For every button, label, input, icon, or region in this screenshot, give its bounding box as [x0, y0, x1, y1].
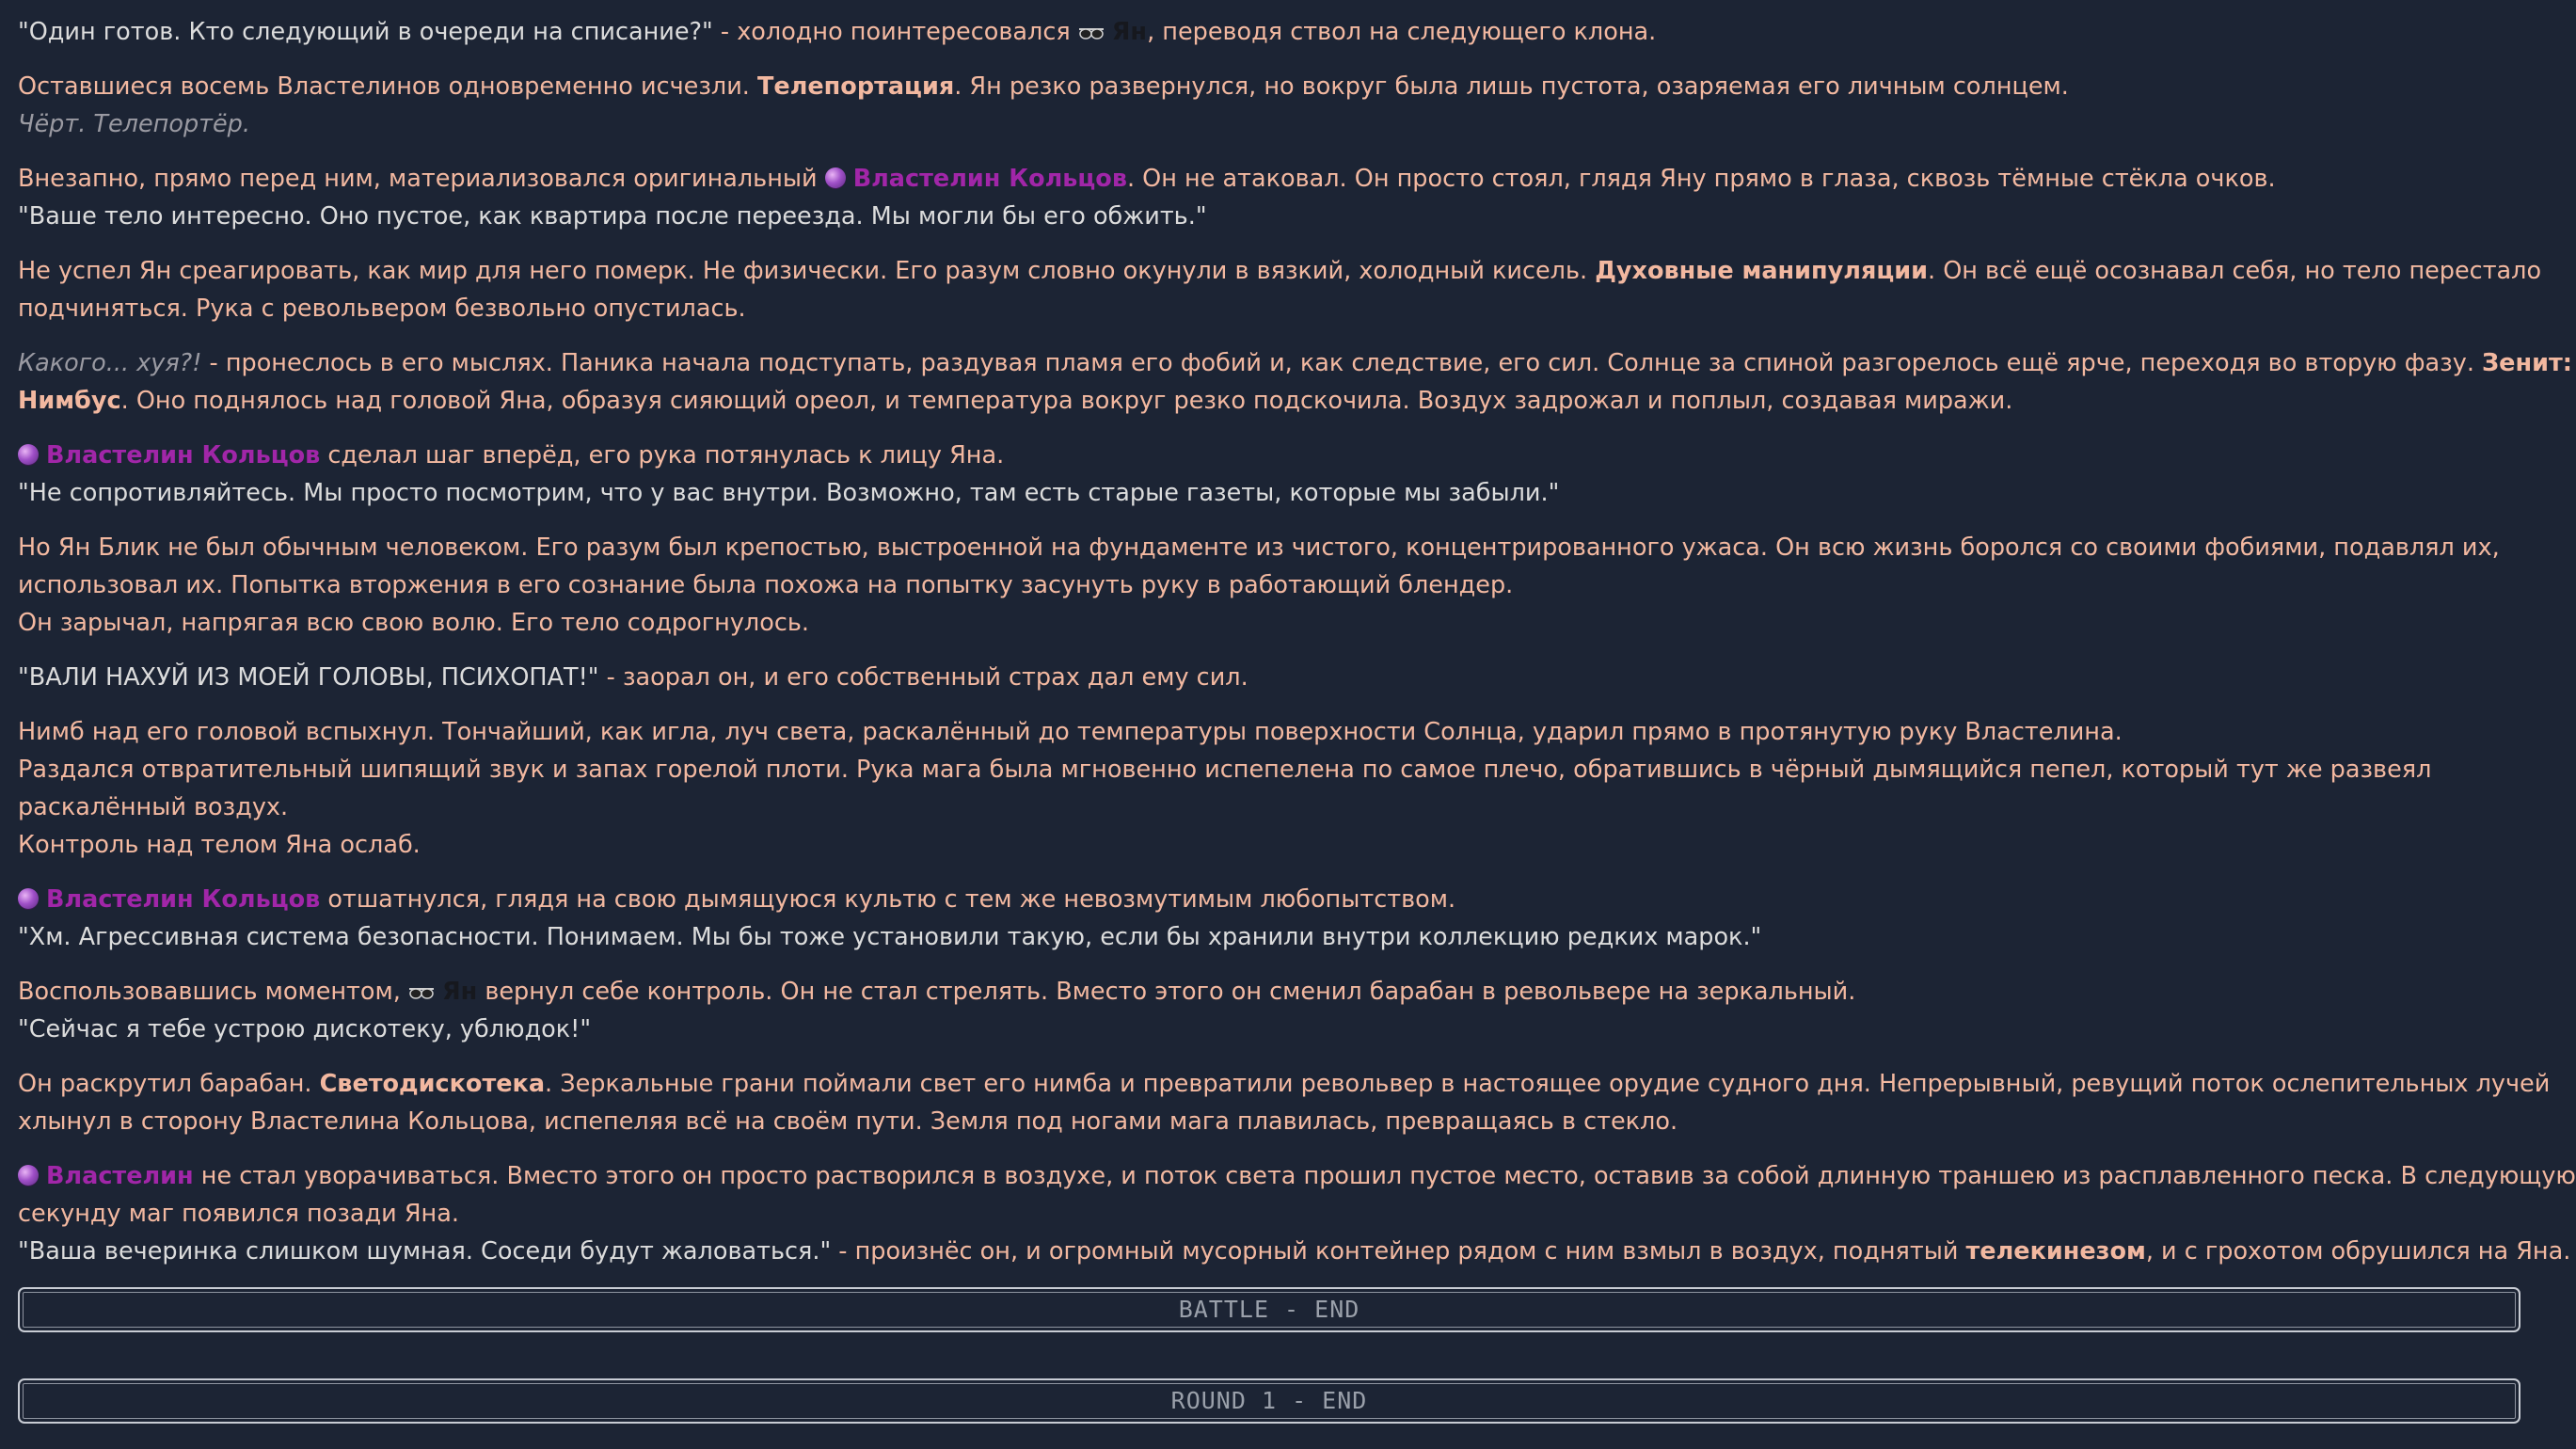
yan-name[interactable]: Ян [441, 978, 478, 1006]
narration-text: - произнёс он, и огромный мусорный контейнер рядом с ним взмыл в воздух, поднятый [831, 1237, 1966, 1266]
narration-text: хлынул в сторону Властелина Кольцова, испепеляя всё на своём пути. Земля под ногами мага плавилась, превращаясь в стекло. [18, 1107, 1678, 1136]
crystal-ball-icon [18, 888, 39, 909]
narration-text: . Зеркальные грани поймали свет его нимба и превратили револьвер в настоящее орудие судного дня. Непрерывный, ревущий поток ослепительных лучей [545, 1070, 2551, 1098]
narration-text: . Ян резко развернулся, но вокруг была лишь пустота, озаряемая его личным солнцем. [954, 72, 2069, 101]
paragraph [18, 1065, 2551, 1140]
paragraph [18, 437, 2525, 512]
crystal-ball-icon [18, 444, 39, 465]
sunglasses-icon [1078, 24, 1105, 41]
narration-text: Нимб над его головой вспыхнул. Тончайший, как игла, луч света, раскалённый до температуры поверхности Солнца, ударил прямо в протянутую руку Властелина. [18, 718, 2123, 746]
paragraph [18, 68, 2525, 143]
narration-text: вернул себе контроль. Он не стал стрелять. Вместо этого он сменил барабан в револьвере на зеркальный. [477, 978, 1856, 1006]
paragraph [18, 659, 2525, 696]
narration-text: Но Ян Блик не был обычным человеком. Его разум был крепостью, выстроенной на фундаменте из чистого, концентрированного ужаса. Он всю жизнь боролся со своими фобиями, подавлял их, [18, 533, 2500, 562]
dialogue-text: "Хм. Агрессивная система безопасности. Понимаем. Мы бы тоже установили такую, если бы хранили внутри коллекцию редких марок." [18, 923, 1762, 951]
lord-name[interactable]: Властелин Кольцов [46, 441, 321, 470]
yan-name[interactable]: Ян [1111, 18, 1148, 46]
narration-text: Он зарычал, напрягая всю свою волю. Его тело содрогнулось. [18, 609, 809, 637]
narration-text: , переводя ствол на следующего клона. [1147, 18, 1657, 46]
ability-name: Зенит: [2482, 349, 2572, 377]
narration-text: подчиняться. Рука с револьвером безвольно опустилась. [18, 295, 746, 323]
narration-text: Не успел Ян среагировать, как мир для него померк. Не физически. Его разум словно окунули в вязкий, холодный кисель. [18, 257, 1596, 285]
narration-text: . Он не атаковал. Он просто стоял, глядя Яну прямо в глаза, сквозь тёмные стёкла очков. [1126, 165, 2276, 193]
paragraph [18, 881, 2525, 956]
battle-end-label: BATTLE - END [1178, 1296, 1360, 1323]
lord-name[interactable]: Властелин Кольцов [46, 885, 321, 914]
ability-name: телекинезом [1965, 1237, 2146, 1266]
paragraph [18, 713, 2525, 864]
crystal-ball-icon [18, 1165, 39, 1186]
narration-text: Он раскрутил барабан. [18, 1070, 320, 1098]
round-end-banner [18, 1378, 2520, 1424]
dialogue-text: "ВАЛИ НАХУЙ ИЗ МОЕЙ ГОЛОВЫ, ПСИХОПАТ!" [18, 663, 599, 692]
round-end-label: ROUND 1 - END [1170, 1387, 1368, 1414]
dialogue-text: "Сейчас я тебе устрою дискотеку, ублюдок!" [18, 1015, 592, 1043]
paragraph [18, 973, 2525, 1048]
dialogue-text: "Ваше тело интересно. Оно пустое, как квартира после переезда. Мы могли бы его обжить." [18, 202, 1207, 231]
narration-text: не стал уворачиваться. Вместо этого он просто растворился в воздухе, и поток света прошил пустое место, оставив за собой длинную траншею из расплавленного песка. В следующую [193, 1162, 2576, 1190]
narration-text: - холодно поинтересовался [712, 18, 1078, 46]
story-log [18, 13, 2576, 1287]
thought-text: Чёрт. Телепортёр. [18, 110, 250, 138]
ability-name: Телепортация [757, 72, 955, 101]
dialogue-text: "Ваша вечеринка слишком шумная. Соседи будут жаловаться." [18, 1237, 832, 1266]
narration-text: - заорал он, и его собственный страх дал ему сил. [598, 663, 1248, 692]
narration-text: Воспользовавшись моментом, [18, 978, 408, 1006]
ability-name: Нимбус [18, 387, 121, 415]
narration-text: Внезапно, прямо перед ним, материализовался оригинальный [18, 165, 825, 193]
narration-text: раскалённый воздух. [18, 793, 289, 821]
paragraph [18, 252, 2542, 327]
narration-text: Контроль над телом Яна ослаб. [18, 831, 421, 859]
ability-name: Духовные манипуляции [1595, 257, 1928, 285]
narration-text: использовал их. Попытка вторжения в его сознание была похожа на попытку засунуть руку в работающий блендер. [18, 571, 1514, 599]
narration-text: , и с грохотом обрушился на Яна. [2145, 1237, 2571, 1266]
lord-name[interactable]: Властелин Кольцов [852, 165, 1127, 193]
narration-text: секунду маг появился позади Яна. [18, 1200, 459, 1228]
battle-end-banner [18, 1287, 2520, 1332]
paragraph [18, 160, 2525, 235]
dialogue-text: "Один готов. Кто следующий в очереди на списание?" [18, 18, 713, 46]
narration-text: Раздался отвратительный шипящий звук и запах горелой плоти. Рука мага была мгновенно испепелена по самое плечо, обратившись в чёрный дымящийся пепел, который тут же развеял [18, 756, 2432, 784]
paragraph [18, 529, 2525, 642]
lord-name[interactable]: Властелин [46, 1162, 194, 1190]
narration-text: Оставшиеся восемь Властелинов одновременно исчезли. [18, 72, 758, 101]
ability-name: Светодискотека [319, 1070, 546, 1098]
crystal-ball-icon [825, 167, 846, 188]
paragraph [18, 1157, 2576, 1270]
paragraph [18, 344, 2572, 420]
narration-text: . Оно поднялось над головой Яна, образуя сияющий ореол, и температура вокруг резко подскочила. Воздух задрожал и поплыл, создавая миражи. [120, 387, 2013, 415]
narration-text: сделал шаг вперёд, его рука потянулась к лицу Яна. [320, 441, 1005, 470]
dialogue-text: "Не сопротивляйтесь. Мы просто посмотрим, что у вас внутри. Возможно, там есть старые газеты, которые мы забыли." [18, 479, 1560, 507]
paragraph [18, 13, 2525, 51]
narration-text: . Он всё ещё осознавал себя, но тело перестало [1927, 257, 2542, 285]
narration-text: - пронеслось в его мыслях. Паника начала подступать, раздувая пламя его фобий и, как следствие, его сил. Солнце за спиной разгорелось ещё ярче, переходя во вторую фазу. [201, 349, 2483, 377]
thought-text: Какого... хуя?! [18, 349, 202, 377]
narration-text: отшатнулся, глядя на свою дымящуюся культю с тем же невозмутимым любопытством. [320, 885, 1456, 914]
sunglasses-icon [408, 984, 435, 1001]
